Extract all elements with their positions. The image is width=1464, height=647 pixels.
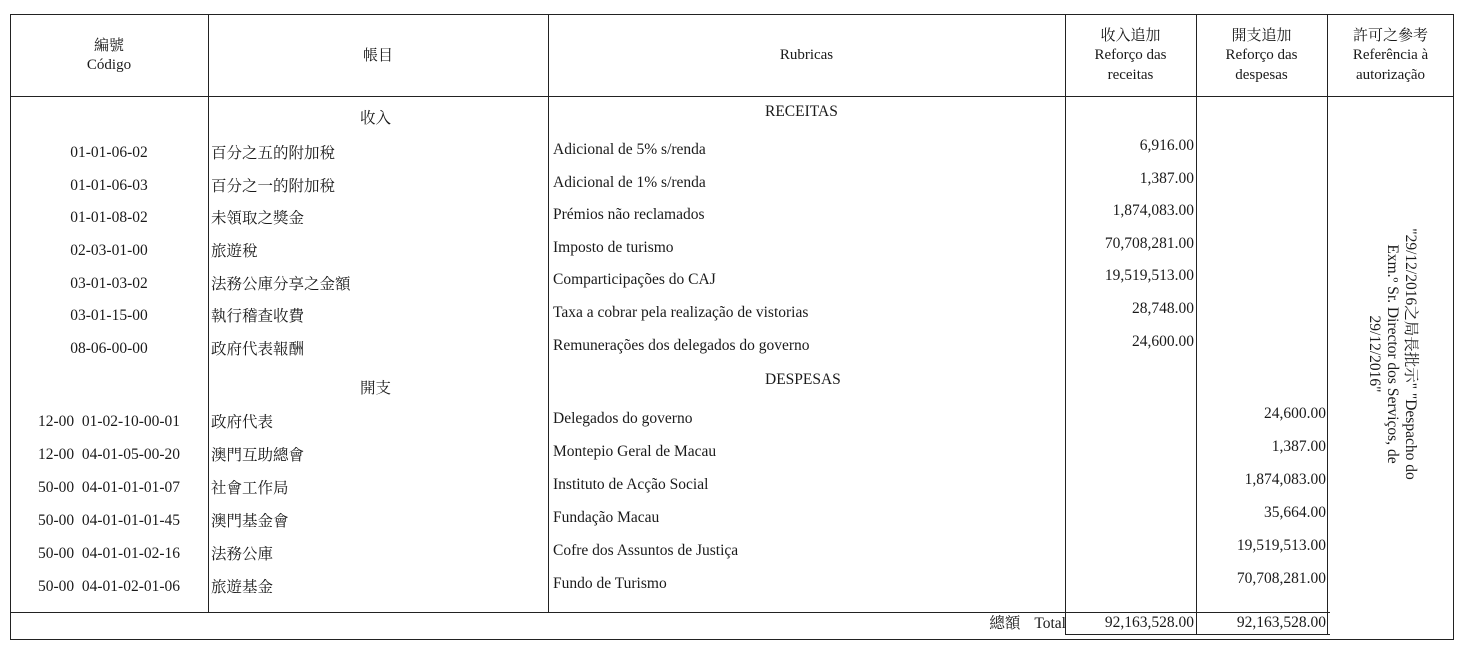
row-rubrica: Adicional de 1% s/renda [553, 174, 706, 191]
row-rubrica: Cofre dos Assuntos de Justiça [553, 542, 739, 559]
row-rubrica: Adicional de 5% s/renda [553, 141, 706, 158]
row-account-zh: 澳門基金會 [211, 512, 289, 530]
header-expense-pt: Reforço das despesas [1225, 47, 1298, 83]
row-expense-amount: 1,387.00 [1271, 438, 1326, 455]
row-income-amount: 28,748.00 [1132, 300, 1194, 317]
row-account-zh: 旅遊稅 [211, 242, 258, 260]
total-label-pt: Total [1034, 615, 1066, 632]
budget-table [10, 14, 1454, 640]
row-rubrica: Prémios não reclamados [553, 206, 705, 223]
row-account-zh: 百分之五的附加稅 [211, 144, 336, 162]
row-account-zh: 社會工作局 [211, 479, 289, 497]
row-account-zh: 未領取之獎金 [211, 209, 305, 227]
row-rubrica: Instituto de Acção Social [553, 476, 709, 493]
header-rubricas [548, 14, 1065, 96]
row-income-amount: 24,600.00 [1132, 333, 1194, 350]
row-code: 50-00 04-01-01-01-45 [37, 512, 181, 529]
row-rubrica: Taxa a cobrar pela realização de vistorias [553, 304, 809, 321]
header-reference [1327, 14, 1454, 96]
row-income-amount: 19,519,513.00 [1104, 267, 1194, 284]
row-code: 02-03-01-00 [70, 242, 148, 259]
col-divider [1327, 14, 1328, 634]
row-code: 12-00 04-01-05-00-20 [37, 446, 181, 463]
section-income-pt: RECEITAS [765, 103, 838, 120]
row-rubrica: Montepio Geral de Macau [553, 443, 717, 460]
header-expense [1196, 14, 1327, 96]
row-code: 50-00 04-01-01-02-16 [37, 545, 181, 562]
header-account [208, 14, 548, 96]
row-code: 50-00 04-01-02-01-06 [37, 578, 181, 595]
row-code: 01-01-06-02 [70, 144, 148, 161]
section-expense-pt: DESPESAS [765, 371, 841, 388]
row-code: 03-01-03-02 [70, 275, 148, 292]
row-expense-amount: 35,664.00 [1264, 504, 1326, 521]
total-expense-amount: 92,163,528.00 [1236, 614, 1326, 631]
row-income-amount: 1,387.00 [1139, 170, 1194, 187]
header-code-zh: 編號 [93, 36, 124, 54]
header-code [10, 14, 208, 96]
row-rubrica: Delegados do governo [553, 410, 693, 427]
header-income-zh: 收入追加 [1100, 26, 1161, 44]
header-account-zh: 帳目 [362, 46, 393, 64]
header-reference-pt: Referência à autorização [1352, 47, 1429, 83]
authorization-reference-text: "29/12/2016之局長批示" "Despacho do Exm.º Sr. Director dos Serviços, de 29/12/2016" [1366, 228, 1419, 480]
row-code: 12-00 01-02-10-00-01 [37, 413, 181, 430]
row-code: 01-01-08-02 [70, 209, 148, 226]
row-account-zh: 百分之一的附加稅 [211, 177, 336, 195]
row-income-amount: 6,916.00 [1139, 137, 1194, 154]
row-account-zh: 政府代表 [211, 413, 274, 431]
authorization-reference [1330, 96, 1454, 612]
header-code-pt: Código [86, 57, 132, 73]
row-rubrica: Fundação Macau [553, 509, 660, 526]
row-code: 01-01-06-03 [70, 177, 148, 194]
row-income-amount: 1,874,083.00 [1112, 202, 1194, 219]
header-divider [10, 96, 1454, 97]
col-divider [1065, 14, 1066, 634]
row-expense-amount: 70,708,281.00 [1236, 570, 1326, 587]
total-bottom-line [1065, 634, 1330, 635]
col-divider [208, 14, 209, 612]
row-account-zh: 政府代表報酬 [211, 340, 305, 358]
row-income-amount: 70,708,281.00 [1104, 235, 1194, 252]
row-rubrica: Fundo de Turismo [553, 575, 667, 592]
row-rubrica: Comparticipações do CAJ [553, 271, 716, 288]
row-account-zh: 法務公庫 [211, 545, 274, 563]
row-code: 03-01-15-00 [70, 307, 148, 324]
header-income [1065, 14, 1196, 96]
total-label-zh: 總額 [989, 614, 1021, 632]
section-expense-zh: 開支 [360, 379, 392, 397]
section-income-zh: 收入 [360, 109, 392, 127]
row-account-zh: 旅遊基金 [211, 578, 274, 596]
total-label [970, 612, 1066, 634]
row-code: 08-06-00-00 [70, 340, 148, 357]
header-rubricas-label: Rubricas [779, 47, 834, 63]
header-expense-zh: 開支追加 [1231, 26, 1292, 44]
row-expense-amount: 1,874,083.00 [1244, 471, 1326, 488]
row-expense-amount: 24,600.00 [1264, 405, 1326, 422]
row-rubrica: Imposto de turismo [553, 239, 674, 256]
row-code: 50-00 04-01-01-01-07 [37, 479, 181, 496]
row-expense-amount: 19,519,513.00 [1236, 537, 1326, 554]
row-account-zh: 執行稽查收費 [211, 307, 305, 325]
col-divider [548, 14, 549, 612]
row-account-zh: 澳門互助總會 [211, 446, 305, 464]
total-income-amount: 92,163,528.00 [1104, 614, 1194, 631]
header-income-pt: Reforço das receitas [1094, 47, 1167, 83]
col-divider [1196, 14, 1197, 634]
row-rubrica: Remunerações dos delegados do governo [553, 337, 810, 354]
header-reference-zh: 許可之參考 [1352, 26, 1428, 44]
row-account-zh: 法務公庫分享之金額 [211, 275, 351, 293]
